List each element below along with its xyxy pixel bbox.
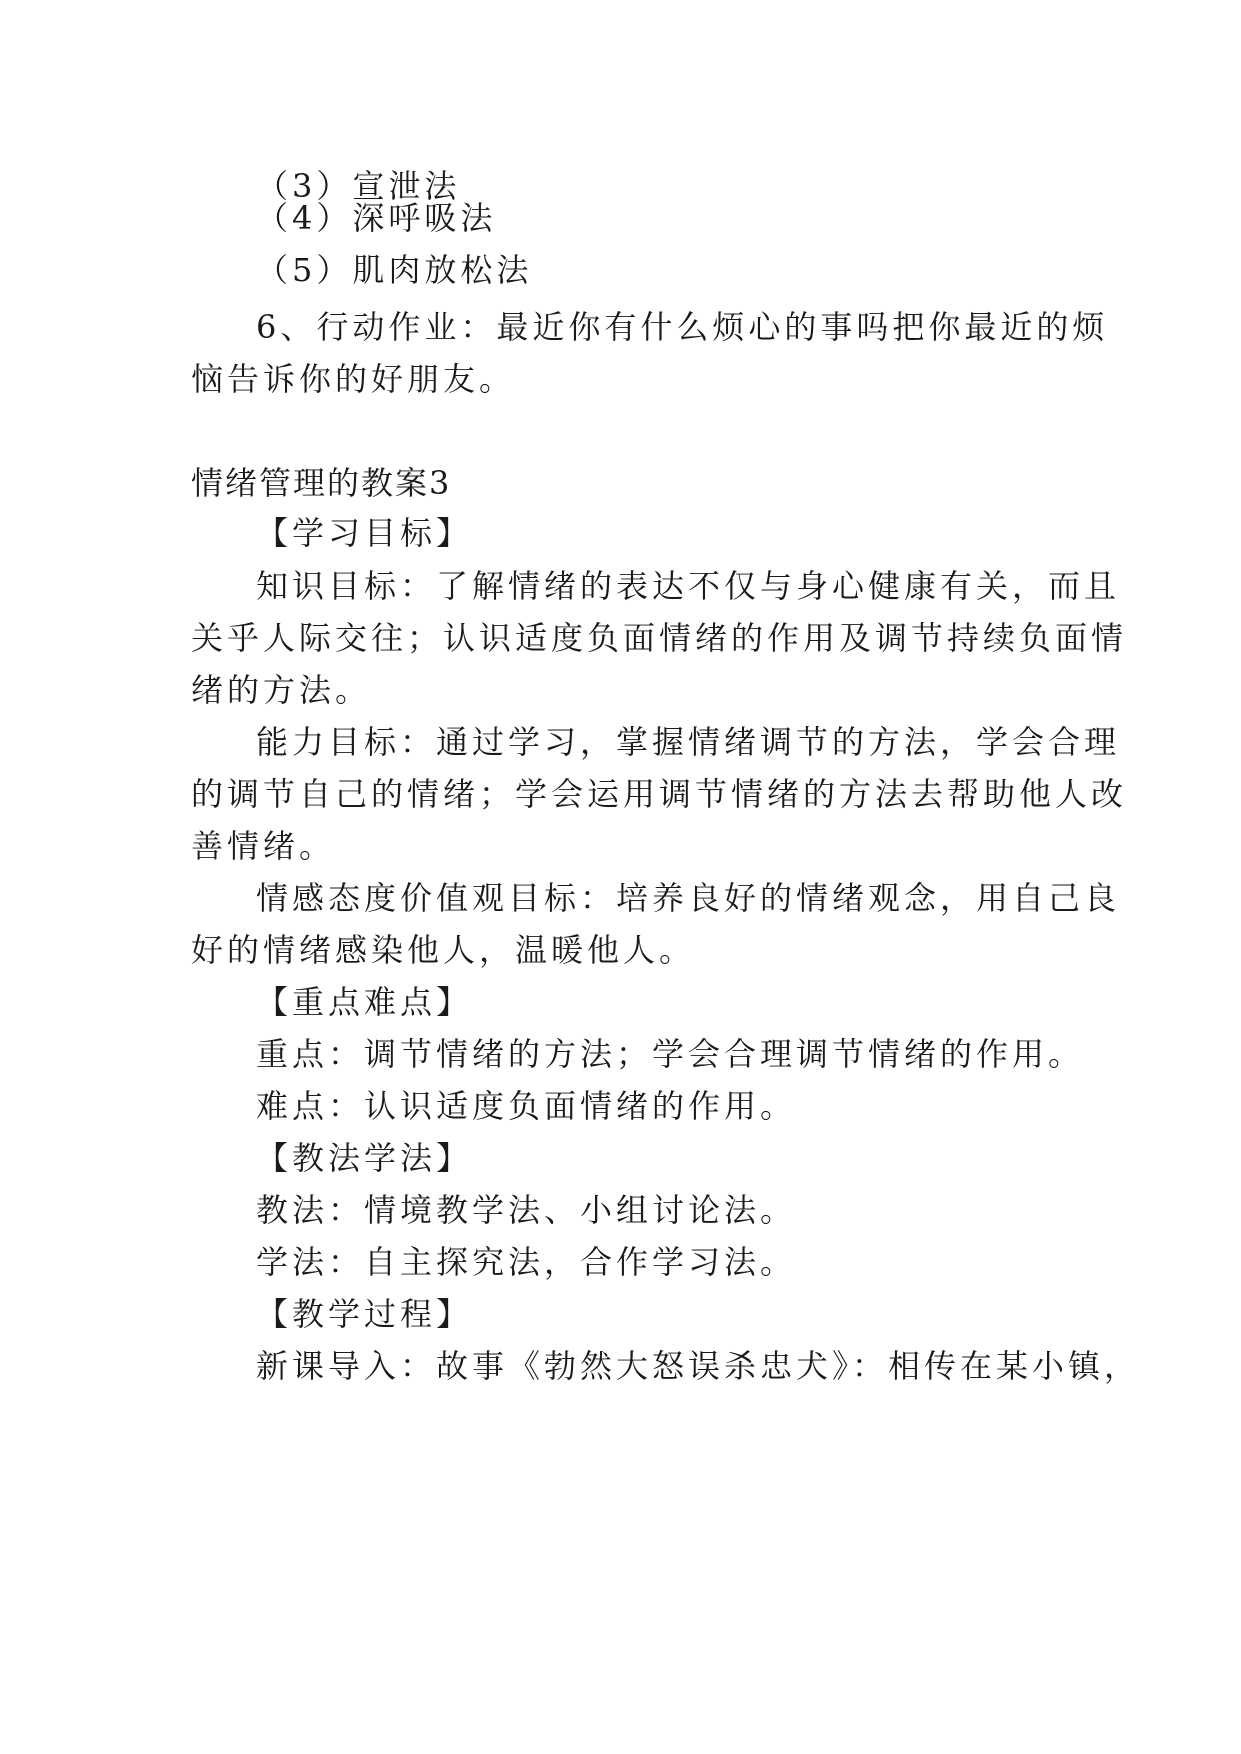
- heading-teaching-process: 【教学过程】: [256, 1295, 473, 1333]
- paragraph-learning-method: 学法：自主探究法，合作学习法。: [256, 1243, 797, 1281]
- paragraph-knowledge-goal-line-3: 绪的方法。: [191, 671, 372, 709]
- paragraph-homework-line-1: 6、行动作业：最近你有什么烦心的事吗把你最近的烦: [256, 308, 1109, 346]
- heading-methods: 【教法学法】: [256, 1139, 473, 1177]
- list-item-venting: （3）宣泄法: [256, 167, 461, 205]
- paragraph-knowledge-goal-line-2: 关乎人际交往；认识适度负面情绪的作用及调节持续负面情: [191, 619, 1128, 657]
- paragraph-introduction: 新课导入：故事《勃然大怒误杀忠犬》：相传在某小镇，: [256, 1347, 1141, 1385]
- paragraph-knowledge-goal-line-1: 知识目标：了解情绪的表达不仅与身心健康有关，而且: [256, 567, 1121, 605]
- list-item-deep-breathing: （4）深呼吸法: [256, 199, 497, 237]
- heading-key-points: 【重点难点】: [256, 983, 473, 1021]
- section-title: 情绪管理的教案3: [191, 464, 452, 502]
- paragraph-attitude-goal-line-1: 情感态度价值观目标：培养良好的情绪观念，用自己良: [256, 879, 1121, 917]
- list-item-muscle-relaxation: （5）肌肉放松法: [256, 251, 533, 289]
- paragraph-attitude-goal-line-2: 好的情绪感染他人，温暖他人。: [191, 931, 696, 969]
- paragraph-difficulty: 难点：认识适度负面情绪的作用。: [256, 1087, 797, 1125]
- heading-learning-goals: 【学习目标】: [256, 514, 473, 552]
- paragraph-key-point: 重点：调节情绪的方法；学会合理调节情绪的作用。: [256, 1035, 1085, 1073]
- paragraph-ability-goal-line-2: 的调节自己的情绪；学会运用调节情绪的方法去帮助他人改: [191, 775, 1128, 813]
- paragraph-teaching-method: 教法：情境教学法、小组讨论法。: [256, 1191, 797, 1229]
- paragraph-ability-goal-line-1: 能力目标：通过学习，掌握情绪调节的方法，学会合理: [256, 723, 1121, 761]
- paragraph-ability-goal-line-3: 善情绪。: [191, 827, 336, 865]
- paragraph-homework-line-2: 恼告诉你的好朋友。: [191, 360, 516, 398]
